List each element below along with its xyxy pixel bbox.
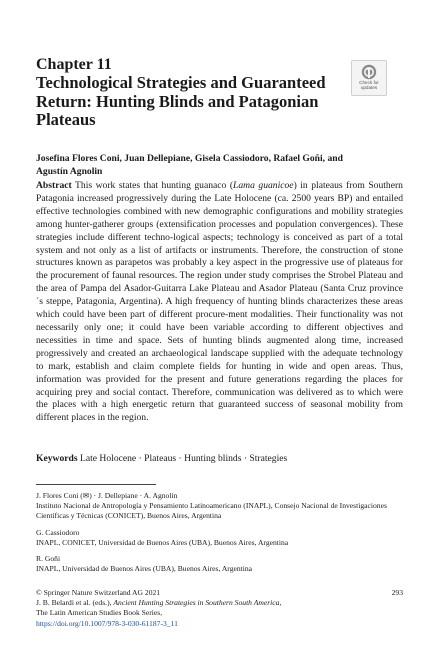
copyright-block (36, 588, 403, 629)
citation (36, 598, 403, 608)
doi-link[interactable]: https://doi.org/10.1007/978-3-030-61187-3_11 (36, 618, 178, 628)
crossmark-icon (361, 64, 377, 80)
affiliation-text: Instituto Nacional de Antropología y Pensamiento Latinoamericano (INAPL), Consejo Nacional de Investigaciones Científicas y Técnicas (CONICET), Buenos Aires, Argentina (36, 501, 387, 521)
book-title: Ancient Hunting Strategies in Southern South America (113, 598, 280, 608)
affiliation-block (36, 554, 403, 574)
book-series: The Latin American Studies Book Series, (36, 608, 163, 618)
check-for-label: Check for (359, 80, 379, 85)
abstract-label: Abstract (36, 180, 72, 191)
author-affiliations (36, 491, 403, 580)
footnote-divider (36, 484, 156, 485)
abstract (36, 180, 403, 425)
keywords-list: Late Holocene · Plateaus · Hunting blinds · Strategies (79, 453, 288, 464)
author-list: Josefina Flores Coni, Juan Dellepiane, Gisela Cassiodoro, Rafael Goñi, and Agustín Agnolin (36, 153, 343, 177)
affiliation-block (36, 491, 403, 522)
page-number: 293 (391, 588, 403, 597)
citation-editors: J. B. Belardi et al. (eds.), (36, 598, 114, 608)
affiliation-text: INAPL, CONICET, Universidad de Buenos Aires (UBA), Buenos Aires, Argentina (36, 537, 289, 547)
affiliation-names: G. Cassiodoro (36, 527, 80, 537)
abstract-text-start: This work states that hunting guanaco ( (75, 180, 234, 191)
affiliation-names: R. Goñi (36, 554, 61, 564)
updates-label: updates (360, 85, 378, 90)
keywords-label: Keywords (36, 453, 78, 464)
keywords (36, 452, 403, 465)
check-for-updates-badge[interactable] (351, 60, 387, 96)
citation-comma: , (279, 598, 282, 608)
abstract-text-rest: ) in plateaus from Southern Patagonia increased progressively during the Late Holocene (ca. 2500 years BP) and entailed effective technologies combined with new demographic configurations and mobility strategies among hunter-gatherer groups (extensification processes and population convergences). These strategies include different techno-logical aspects; technology is conceived as part of a total system and not only as a list of artifacts or instruments. Therefore, the construction of stone structures known as parapetos was probably a key aspect in the progressive use of plateaus for the procurement of faunal resources. The region under study comprises the Strobel Plateau and the area of Pampa del Asador-Guitarra Lake Plateau and Asador Plateau (Santa Cruz province´s steppe, Patagonia, Argentina). A high frequency of hunting blinds characterizes these areas which could have been part of different procure-ment modalities. Their functionality was not necessarily only one; it could have been variable according to different objectives and necessities in time and space. Sets of hunting blinds augmented along time, increased progressively and created an archaeological landscape supplied with the adequate technology to mark, establish and claim complete fields for hunting in wide and open areas. Thus, information was provided for the present and future generations regarding the places for acquiring prey and social contact. Therefore, communication was delivered as to which were the places with a high energetic return that guaranteed success of seasonal mobility from different places in the region. (36, 180, 403, 424)
species-name: Lama guanicoe (233, 180, 294, 191)
chapter-title: Technological Strategies and Guaranteed Return: Hunting Blinds and Patagonian Plateaus (36, 73, 326, 129)
affiliation-text: INAPL, Universidad de Buenos Aires (UBA), Buenos Aires, Argentina (36, 564, 253, 574)
copyright-line: © Springer Nature Switzerland AG 2021 (36, 588, 161, 597)
affiliation-names: J. Flores Coni (✉) · J. Dellepiane · A. Agnolin (36, 491, 178, 500)
affiliation-block (36, 528, 403, 548)
chapter-number: Chapter 11 (36, 56, 112, 73)
